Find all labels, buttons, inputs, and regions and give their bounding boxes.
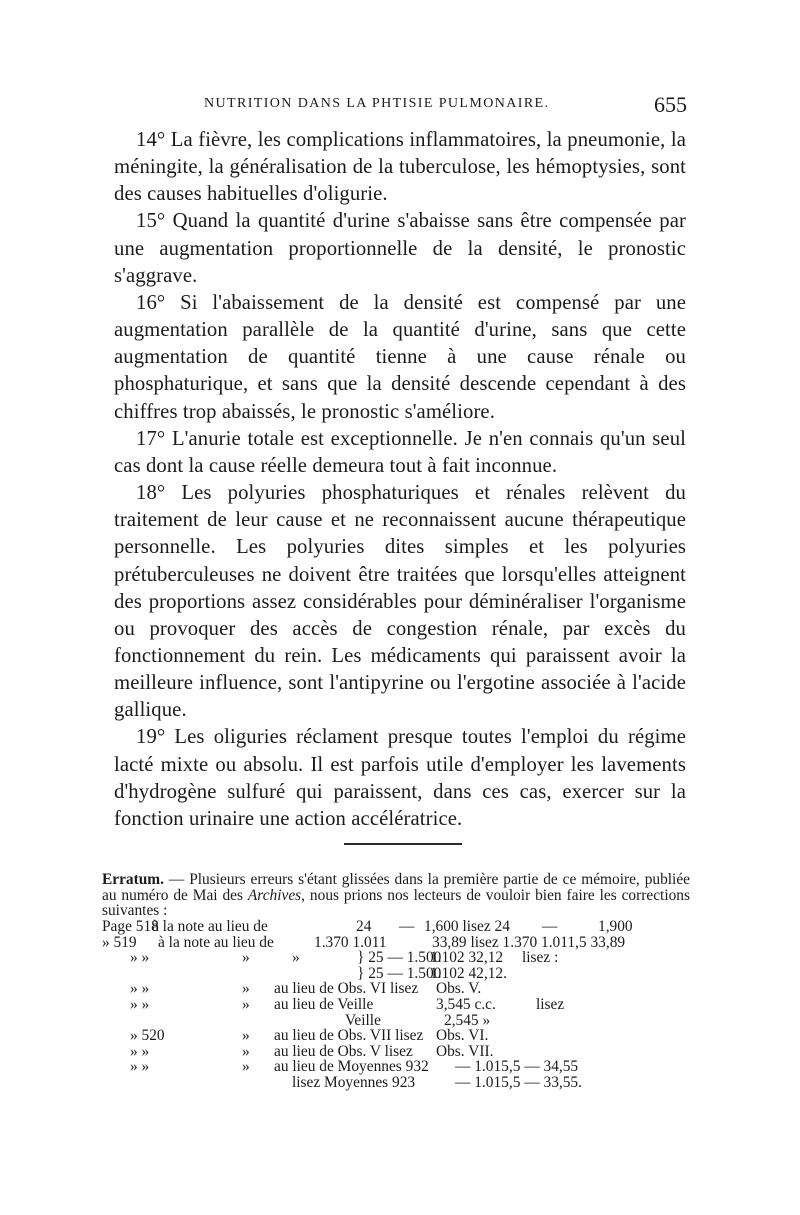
erratum-cell: lisez [536,996,565,1014]
erratum-row [102,950,690,966]
erratum-cell: à la note au lieu de [158,933,274,951]
erratum-cell: » [242,1027,250,1045]
erratum-intro-text-end: , nous prions nos lecteurs de vouloir bien faire les corrections suivantes : [102,886,690,920]
page-number: 655 [654,92,687,117]
erratum-label: Erratum. [102,871,164,888]
erratum-cell: au lieu de Obs. VI lisez [274,980,419,998]
erratum-cell: » [292,949,300,967]
paragraph-16: 16° Si l'abaissement de la densité est compensé par une augmentation parallèle de la quantité d'urine, sans que cette augmentation de quantité tienne à une cause rénale ou phosphaturique, et sans que la densité descende cependant à des chiffres trop abaissés, le pronostic s'améliore. [114,291,686,423]
archives-italic: Archives [247,886,302,904]
erratum-cell: » » [130,949,150,967]
erratum-cell: au lieu de Obs. V lisez [274,1042,413,1060]
erratum-cell: 24 [356,918,372,936]
erratum-cell: » [242,949,250,967]
erratum-cell: 3,545 c.c. [436,996,496,1014]
erratum-cell: 1.370 1.011 [314,933,387,951]
erratum-row [102,1028,690,1044]
paragraph-14: 14° La fièvre, les complications inflammatoires, la pneumonie, la méningite, la généralisation de la tuberculose, les hémoptysies, sont des causes habituelles d'oligurie. [114,129,686,206]
running-title: NUTRITION DANS LA PHTISIE PULMONAIRE. [204,96,550,111]
erratum-cell: — 1.015,5 — 34,55 [455,1058,579,1076]
erratum-cell: » [242,1042,250,1060]
paragraph-15: 15° Quand la quantité d'urine s'abaisse sans être compensée par une augmentation proportionnelle de la densité, le pronostic s'aggrave. [114,210,686,287]
erratum-row [102,1013,690,1029]
erratum-cell: 1,600 lisez 24 [424,918,510,936]
erratum-table [102,919,690,1091]
erratum-intro-text: — Plusieurs erreurs s'étant glissées dans la première partie de ce mémoire, publiée au numéro de Mai des [102,871,690,904]
erratum-cell: — [399,918,415,936]
erratum-cell: au lieu de Moyennes 932 [274,1058,429,1076]
erratum-row [102,919,690,935]
erratum-cell: lisez : [522,949,559,967]
erratum-cell: Obs. V. [436,980,482,998]
erratum-cell: » » [130,1042,150,1060]
erratum-cell: Obs. VII. [436,1042,494,1060]
section-divider [344,843,462,845]
page-header [112,92,687,122]
body-text [114,127,686,833]
erratum-cell: au lieu de Veille [274,996,374,1014]
erratum-row [102,966,690,982]
erratum-cell: » 519 [102,933,137,951]
erratum-cell: } 25 — 1.500 [357,949,442,967]
paragraph-17: 17° L'anurie totale est exceptionnelle. Je n'en connais qu'un seul cas dont la cause réelle demeura tout à fait inconnue. [114,427,686,477]
paragraph-18: 18° Les polyuries phosphaturiques et rénales relèvent du traitement de leur cause et ne reconnaissent aucune thérapeutique personnelle. Les polyuries dites simples et les polyuries prétuberculeuses ne doivent être traitées que lorsqu'elles atteignent des proportions assez considérables pour déminéraliser l'organisme ou provoquer des accès de congestion rénale, par excès du fonctionnement du rein. Les médicaments qui paraissent avoir la meilleure influence, sont l'antipyrine ou l'ergotine associée à l'acide gallique. [114,482,686,722]
erratum-row [102,997,690,1013]
erratum-row [102,935,690,951]
erratum-cell: Page 518 [102,918,159,936]
erratum-cell: } 25 — 1.500 [357,964,442,982]
erratum-cell: 1,900 [598,918,633,936]
erratum-row [102,1075,690,1091]
erratum-row [102,1059,690,1075]
erratum-cell: » [242,1058,250,1076]
erratum-row [102,981,690,997]
paragraph-19: 19° Les oliguries réclament presque toutes l'emploi du régime lacté mixte ou absolu. Il est parfois utile d'employer les lavements d'hydrogène sulfuré qui paraissent, dans ces cas, exercer sur la fonction urinaire une action accélératrice. [114,726,686,830]
erratum-intro [102,872,690,919]
erratum-cell: lisez Moyennes 923 [292,1074,416,1092]
erratum-cell: » 520 [130,1027,165,1045]
erratum-cell: 2,545 » [444,1011,491,1029]
erratum-cell: 33,89 lisez 1.370 1.011,5 33,89 [432,933,626,951]
erratum-cell: » [242,980,250,998]
erratum-cell: — 1.015,5 — 33,55. [455,1074,582,1092]
erratum-cell: » » [130,1058,150,1076]
erratum-cell: Veille [345,1011,381,1029]
erratum-cell: » » [130,996,150,1014]
erratum-cell: 1.102 32,12 [430,949,504,967]
erratum-cell: au lieu de Obs. VII lisez [274,1027,424,1045]
erratum-cell: » [242,996,250,1014]
erratum-cell: 1.102 42,12. [430,964,507,982]
erratum-cell: — [542,918,558,936]
erratum-cell: à la note au lieu de [152,918,268,936]
erratum-cell: Obs. VI. [436,1027,489,1045]
erratum-row [102,1044,690,1060]
erratum-cell: » » [130,980,150,998]
erratum-note [102,872,690,1091]
